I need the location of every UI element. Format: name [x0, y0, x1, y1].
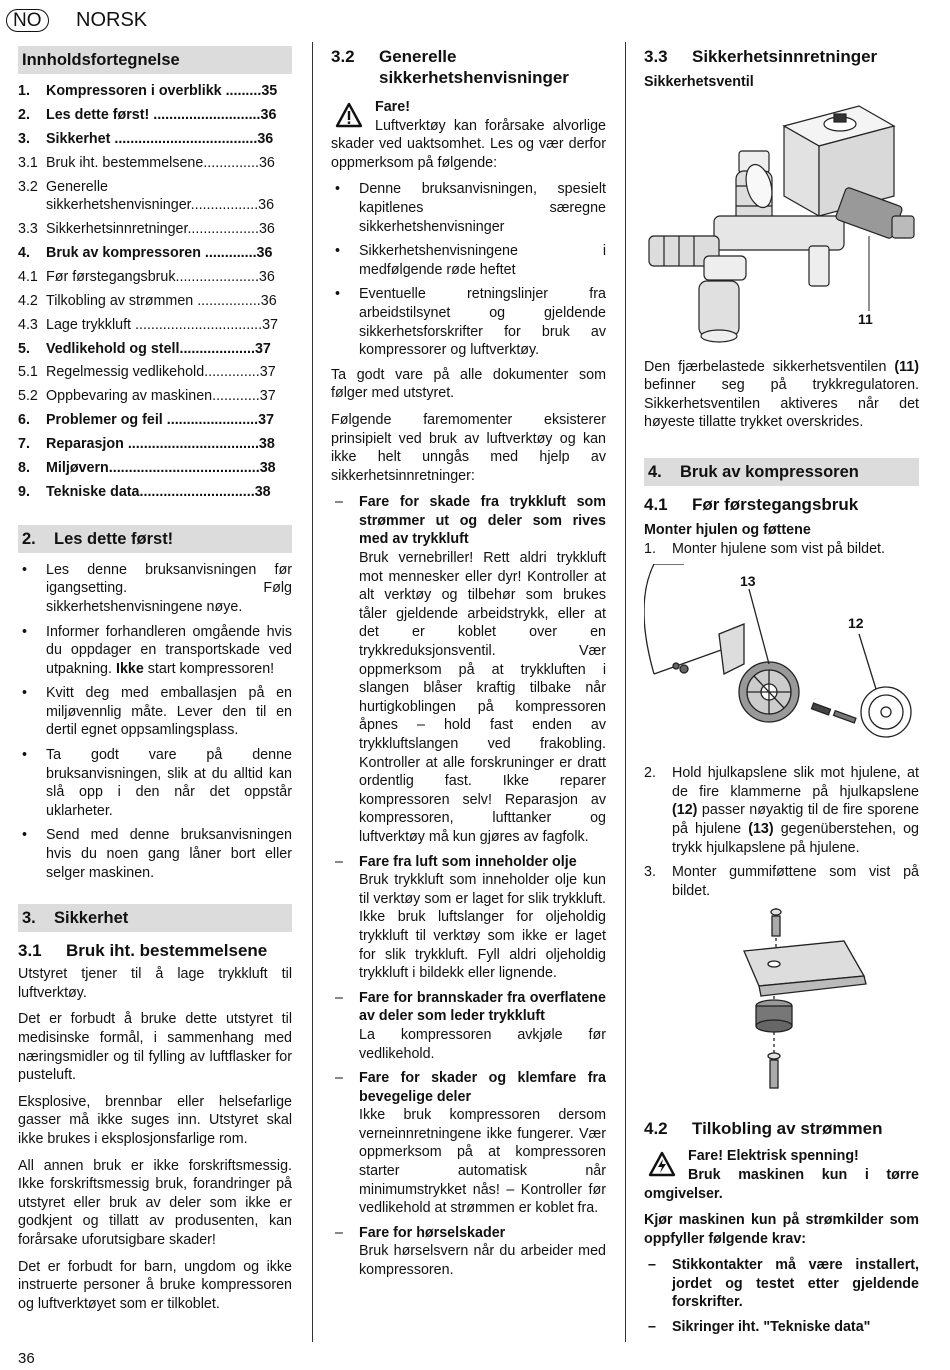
rubber-foot-figure: [644, 906, 919, 1106]
warning-text: Bruk maskinen kun i tørre omgivelser.: [644, 1166, 919, 1202]
hazard-list: [331, 493, 606, 1279]
figure-label: 12: [848, 615, 864, 632]
hazard-item: – Fare for skader og klemfare fra bevegelige deler Ikke bruk kompressoren dersom verneinnretningene ikke fungerer. Vær oppmerksom på at kompressoren starter automatisk når minimumstrykket nås! – Kontroller før vedlikehold at strømmen er koblet fra.: [331, 1069, 606, 1218]
section-3-2-bullets: [331, 180, 606, 359]
warning-label: Fare!: [375, 99, 410, 115]
electric-warning-icon: [648, 1151, 676, 1177]
rubber-foot-illustration: [644, 906, 919, 1106]
hazard-item: – Fare fra luft som inneholder olje Bruk trykkluft som inneholder olje kun til verktøy som er laget for slik trykkluft. Ikke bruk luftslanger for oljeholdig trykkluft til verktøy som ikke er laget for slik trykkluft. Fyll aldri oljeholdig trykkluft i bildekk eller lignende.: [331, 853, 606, 983]
list-item: • Kvitt deg med emballasjen på en miljøvennlig måte. Lever den til en dertil egnet oppsamlingsplass.: [18, 684, 292, 740]
section-3-1-heading: 3.1 Bruk iht. bestemmelsene: [18, 941, 268, 961]
column-1: [18, 46, 292, 1321]
list-item: • Eventuelle retningslinjer fra arbeidstilsynet og gjeldende sikkerhetsforskrifter for bruk av kompressorer og luftverktøy.: [331, 285, 606, 359]
list-item: • Les denne bruksanvisningen før igangsetting. Følg sikkerhetshenvisningene nøye.: [18, 561, 292, 617]
requirements-list: [644, 1256, 919, 1336]
warning-text: Luftverktøy kan forårsake alvorlige skader ved uaktsomhet. Les og vær derfor oppmerksom på følgende:: [331, 117, 606, 171]
section-4-heading: 4. Bruk av kompressoren: [644, 458, 919, 486]
toc-entry: 8. Miljøvern......................................38: [18, 459, 276, 476]
step-item: 1. Monter hjulene som vist på bildet.: [644, 540, 885, 557]
column-2: [331, 46, 606, 1286]
wheel-figure: [644, 564, 919, 764]
toc-title: Innholdsfortegnelse: [18, 46, 292, 74]
language-badge: NO: [6, 9, 49, 32]
toc-list: [18, 82, 292, 501]
paragraph: All annen bruk er ikke forskriftsmessig. Ikke forskriftsmessig bruk, forandringer på utstyret eller bruk av deler som ikke er godkjent og tillatt av produsenten, kan forårsake uforutsigbare skader!: [18, 1157, 292, 1248]
subheading: Sikkerhetsventil: [644, 74, 754, 90]
column-divider: [625, 42, 626, 1342]
figure-label: 11: [858, 310, 873, 327]
page-number: 36: [18, 1350, 35, 1367]
list-item: – Stikkontakter må være installert, jordet og testet etter gjeldende forskrifter.: [644, 1256, 919, 1312]
list-item: • Denne bruksanvisningen, spesielt kapitlenes særegne sikkerhetshenvisninger: [331, 180, 606, 236]
toc-entry: 2. Les dette først! ...........................36: [18, 106, 277, 123]
paragraph: Kjør maskinen kun på strømkilder som oppfyller følgende krav:: [644, 1212, 919, 1247]
hazard-item: – Fare for skade fra trykkluft som strømmer ut og deler som rives med av trykkluft Bruk vernebriller! Rett aldri trykkluft mot mennesker eller dyr! Kontroller at alt verktøy og tilbehør som brukes tåler gjeldende arbeidstrykk, eller at det er koblet over en trykkreduksjonsventil. Vær oppmerksom på at trykkluften i slangen blåser kraftig tilbake når hurtigkoblingen på kompressoren åpnes – hold fast enden av trykkluftslangen ved frakobling. Kontroller at alle forskruninger er dratt ordentlig fast. Ikke reparer kompressoren selv! Reparasjon av kompressoren, lufttanker og luftverktøy må kun gjøres av fagfolk.: [331, 493, 606, 846]
toc-entry: 3.3 Sikkerhetsinnretninger..................36: [18, 221, 275, 238]
section-4-1-heading: 4.1 Før førstegangsbruk: [644, 494, 859, 514]
language-title: NORSK: [76, 9, 148, 31]
paragraph: Ta godt vare på alle dokumenter som følger med utstyret.: [331, 366, 606, 402]
step-item: 3. Monter gummiføttene som vist på bildet.: [644, 864, 919, 899]
toc-entry: 3.1 Bruk iht. bestemmelsene..............36: [18, 154, 275, 171]
toc-entry: 6. Problemer og feil .......................37: [18, 412, 275, 429]
toc-entry: 3. Sikkerhet ....................................36: [18, 130, 274, 147]
hazard-item: – Fare for brannskader fra overflatene av deler som leder trykkluft La kompressoren avkjøle før vedlikehold.: [331, 989, 606, 1063]
list-item: • Ta godt vare på denne bruksanvisningen, slik at du alltid kan slå opp i den når det oppstår uklarheter.: [18, 746, 292, 820]
column-divider: [312, 42, 313, 1342]
toc-entry: 4.3 Lage trykkluft ................................37: [18, 316, 279, 333]
list-item: • Send med denne bruksanvisningen hvis du noen gang låner bort eller selger maskinen.: [18, 826, 292, 882]
section-3-heading: 3. Sikkerhet: [18, 904, 292, 932]
toc-entry: 9. Tekniske data.............................38: [18, 483, 271, 500]
figure-label: 13: [740, 573, 756, 590]
list-item: – Sikringer iht. "Tekniske data": [644, 1318, 919, 1337]
pressure-regulator-illustration: [644, 96, 919, 346]
toc-entry: 5.2 Oppbevaring av maskinen............37: [18, 388, 276, 405]
list-item: • Informer forhandleren omgående hvis du oppdager en transportskade ved utpakning. Ikke start kompressoren!: [18, 623, 292, 679]
paragraph: Det er forbudt for barn, ungdom og ikke instruerte personer å bruke kompressoren og luftverktøyet som er tilkoblet.: [18, 1258, 292, 1312]
paragraph: Den fjærbelastede sikkerhetsventilen (11) befinner seg på trykkregulatoren. Sikkerhetsventilen aktiveres når det høyeste tillatte trykket overskrides.: [644, 358, 919, 431]
paragraph: Det er forbudt å bruke dette utstyret til medisinske formål, i sammenhang med næringsmidler og til fylling av luftflasker for pusteluft.: [18, 1011, 292, 1084]
warning-label: Fare! Elektrisk spenning!: [688, 1148, 859, 1165]
wheel-assembly-illustration: [644, 564, 919, 764]
paragraph: Eksplosive, brennbar eller helsefarlige gasser må ikke suges inn. Utstyret skal ikke brukes i eksplosjonsfarlige rom.: [18, 1093, 292, 1147]
section-3-2-heading: 3.2 Generelle sikkerhetshenvisninger: [331, 47, 569, 87]
steps-list: [644, 764, 919, 900]
toc-entry: 7. Reparasjon .................................38: [18, 436, 275, 453]
safety-valve-figure: [644, 96, 919, 346]
warning-triangle-icon: [335, 102, 363, 128]
paragraph: Utstyret tjener til å lage trykkluft til luftverktøy.: [18, 966, 292, 1001]
section-3-3-heading: 3.3 Sikkerhetsinnretninger: [644, 47, 878, 66]
toc-entry: 4.2 Tilkobling av strømmen ................36: [18, 292, 277, 309]
paragraph: Følgende faremomenter eksisterer prinsipielt ved bruk av luftverktøy og kan ikke helt unngås med hjelp av sikkerhetsinnretninger:: [331, 411, 606, 484]
toc-entry: 5.1 Regelmessig vedlikehold..............37: [18, 364, 276, 381]
toc-entry: 5. Vedlikehold og stell...................37: [18, 340, 271, 357]
column-3: [644, 46, 919, 1343]
section-4-2-heading: 4.2 Tilkobling av strømmen: [644, 1119, 883, 1139]
section-2-heading: 2. Les dette først!: [18, 525, 292, 553]
hazard-item: – Fare for hørselskader Bruk hørselsvern når du arbeider med kompressoren.: [331, 1224, 606, 1280]
list-item: • Sikkerhetshenvisningene i medfølgende røde heftet: [331, 242, 606, 279]
toc-entry: 4. Bruk av kompressoren .............36: [18, 244, 273, 261]
toc-entry: 1. Kompressoren i overblikk .........35: [18, 83, 278, 99]
step-item: 2. Hold hjulkapslene slik mot hjulene, at de fire klammerne på hjulkapslene (12) passer nøyaktig til de fire sporene på hjulene (13) gegenüberstehen, og trykk hjulkapslene på hjulene.: [644, 765, 919, 856]
subheading: Monter hjulen og føttene: [644, 521, 811, 538]
warning-block: [331, 98, 606, 117]
toc-entry: 3.2 Generelle sikkerhetshenvisninger.................36: [18, 178, 275, 214]
warning-block: [644, 1147, 919, 1166]
steps-list: [644, 540, 919, 559]
section-2-bullets: [18, 561, 292, 883]
toc-entry: 4.1 Før førstegangsbruk.....................36: [18, 268, 275, 285]
